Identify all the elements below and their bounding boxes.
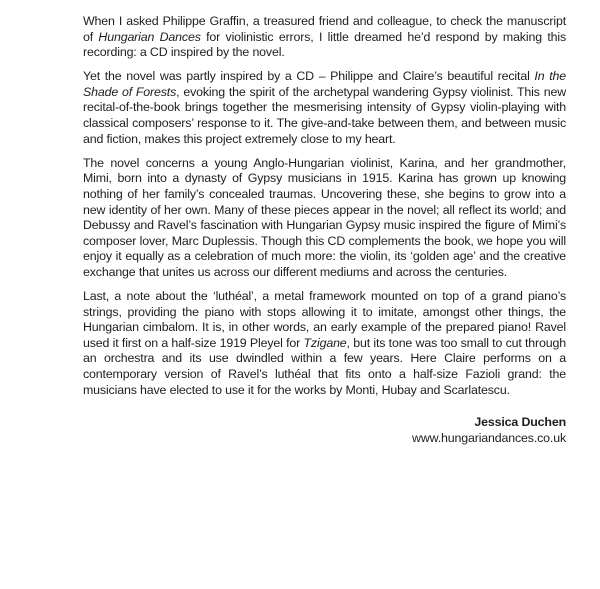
signature-block xyxy=(83,415,566,446)
text-run: , but its tone was too small to cut through an orchestra and its use dwindled within a few years. Here Claire performs on a contemporary version of Ravel’s luthéal that fits onto a half-size Fazioli grand: the musicians have elected to use it for the works by Monti, Hubay and Scarlatescu. xyxy=(83,335,566,397)
author-website-link[interactable]: www.hungariandances.co.uk xyxy=(412,430,566,445)
text-run: The novel concerns a young Anglo-Hungarian violinist, Karina, and her grandmother, Mimi, born into a dynasty of Gypsy musicians in 1915. Karina has grown up knowing nothing of her family’s concealed traumas. Uncovering these, she begins to grow into a new identity of her own. Many of these pieces appear in the novel; all reflect its world; and Debussy and Ravel’s fascination with Hungarian Gypsy music inspired the figure of Mimi’s composer lover, Marc Duplessis. Though this CD complements the book, we hope you will enjoy it equally as a celebration of much more: the violin, its ‘golden age’ and the creative exchange that unites us across our different mediums and across the centuries. xyxy=(83,155,566,279)
book-title-hungarian-dances: Hungarian Dances xyxy=(98,29,201,44)
author-name: Jessica Duchen xyxy=(474,415,566,430)
text-run: When I asked Philippe Graffin, a treasured friend and colleague, to check the manuscript of xyxy=(83,14,566,44)
work-title-tzigane: Tzigane xyxy=(303,335,347,350)
paragraph-luthéal-note xyxy=(83,289,566,398)
paragraph-novel-summary xyxy=(83,156,566,281)
paragraph-inspiration xyxy=(83,69,566,147)
text-run: for violinistic errors, I little dreamed he’d respond by making this recording: a CD inspired by the novel. xyxy=(83,29,566,60)
text-run: Last, a note about the ‘luthéal’, a metal framework mounted on top of a grand piano’s strings, providing the piano with stops allowing it to imitate, amongst other things, the Hungarian cimbalom. It is, in other words, an early example of the prepared piano! Ravel used it first on a half-size 1919 Pleyel for xyxy=(83,289,566,350)
text-run: Yet the novel was partly inspired by a CD – Philippe and Claire’s beautiful recital xyxy=(83,69,535,84)
liner-notes-page xyxy=(83,14,566,446)
paragraph-intro xyxy=(83,14,566,61)
album-title-shade-of-forests: In the Shade of Forests xyxy=(83,69,566,99)
text-run: , evoking the spirit of the archetypal wandering Gypsy violinist. This new recital-of-the-book brings together the mesmerising intensity of Gypsy violin-playing with classical composers’ response to it. The give-and-take between them, and between music and fiction, makes this project extremely close to my heart. xyxy=(83,84,566,146)
